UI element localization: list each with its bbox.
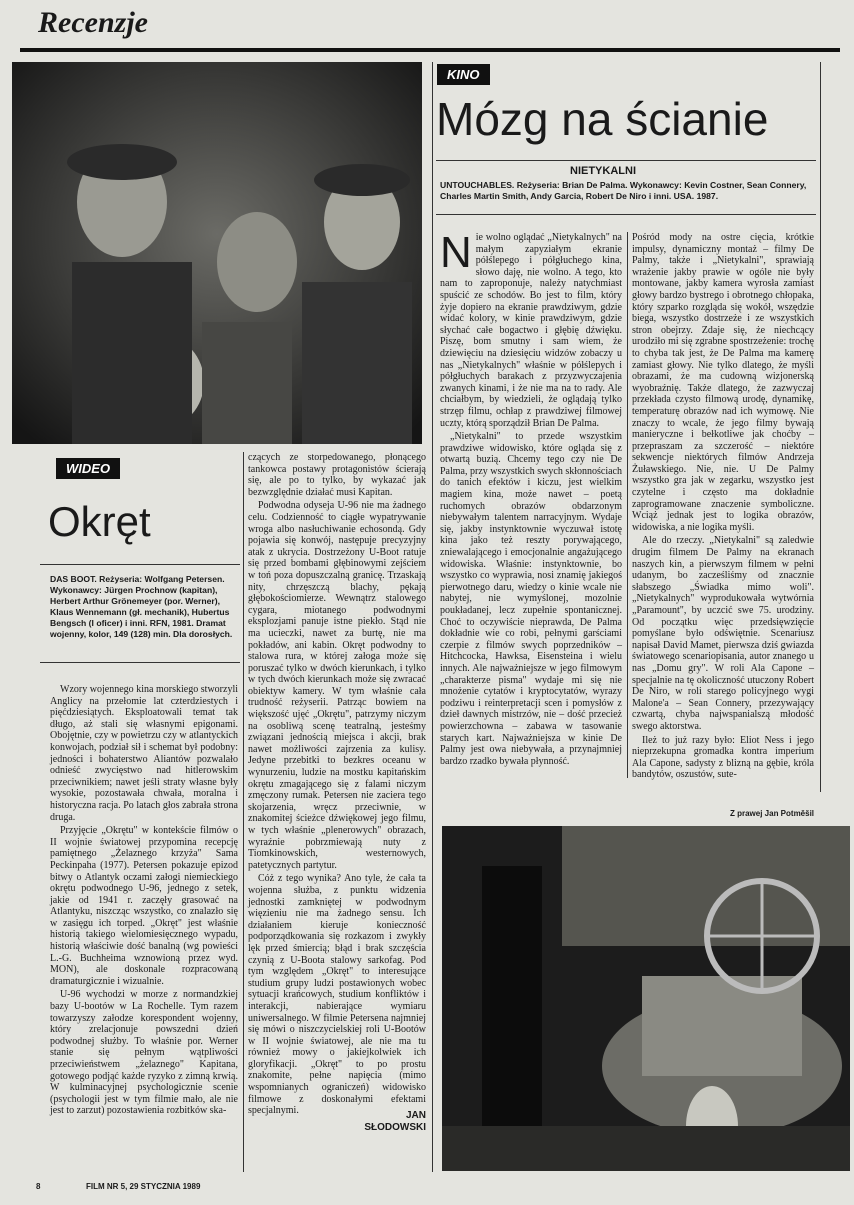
author-first-name: JAN [405,1110,426,1121]
paragraph: Wzory wojennego kina morskiego stworzyli Anglicy na przełomie lat czterdziestych i pięćdziesiątych. Eksploatowali temat tak długo, aż stali się własnymi epigonami. Obojętnie, czy w powietrzu czy w atlantyckich konwojach, podział sił i schemat był podobny: jedności i bohaterstwo Aliantów pozwalało odnieść zwycięstwo nad hitlerowskim przeciwnikiem; nawet jeśli straty własne były wysokie, pozostawała chwała, moralna i historyczna racja. Po latach głos zabrała strona druga. [50,684,238,823]
okret-credits: DAS BOOT. Reżyseria: Wolfgang Petersen. Wykonawcy: Jürgen Prochnow (kapitan), Herbert Arthur Grönemeyer (por. Werner), Klaus Wennemann (gł. mechanik), Hubertus Bengsch (I oficer) i inni. RFN, 1981. Dramat wojenny, kolor, 149 (128) min. Dla dorosłych. [50,574,233,639]
footer-issue: FILM NR 5, 29 STYCZNIA 1989 [86,1182,201,1191]
kino-right-rule [820,62,821,792]
kino-column-1 [440,228,622,769]
paragraph: „Nietykalni" to przede wszystkim prawdziwe widowisko, które ogląda się z otwartą buzią. Chcemy tego czy nie De Palma, przy wszystkich swych skłonnościach do tanich efektów i kiczu, jest wielkim magiem kina, może nawet – poetą ruchomych obrazów obdarzonym niebywałym talentem narracyjnym. Wydaje się, jakby instynktownie wyczuwał istotę kina jako też reszty porywającego, zniewalającego i emocjonalnie angażującego widowiska. Właśnie: instynktownie, bo wszystko co wyprawia, nosi znamię jakiegoś pierwotnego daru, wiedzy o kinie wcale nie nabytej, nie wymyślonej, mozolnie poukładanej, lecz zupełnie spontanicznej. Choć to oczywiście nieprawda, De Palma dokładnie wie co robi, pełnymi garściami czerpie z filmów swych poprzedników – Hitchcocka, Hawksa, Eisensteina i wielu innych. Ale najważniejsze w jego filmowym „charakterze pisma" wydaje mi się nie mnożenie cytatów i kryptocytatów, wyrazy podziwu i reinterpretacji scen i pomysłów z dzieł dawnych mistrzów, nie – dość przecież powierzchowna – zabawa w tasowanie starych kart. Najważniejsza w kinie De Palmy jest owa niebywała, a przynajmniej bardzo rzadko bywała płynność. [440,431,622,767]
paragraph: Przyjęcie „Okrętu" w kontekście filmów o II wojnie światowej przypomina recepcję pamiętnego „Żelaznego krzyża" Sama Peckinpaha (1977). Petersen pokazuje epizod bitwy o Atlantyk oczami załogi niemieckiego okrętu podwodnego U-96, jednego z setek, jakie od 1941 r. zaczęły grasować na Atlantyku, niszcząc wszystko, co znalazło się w zasięgu ich torped. „Okręt" jest właśnie historią takiego wielomiesięcznego wypadu, historią właściwie dość banalną (wg powieści L.-G. Buchheima wznowioną przez wyd. MON), ale doskonale rozpracowaną dramaturgicznie i wizualnie. [50,825,238,987]
paragraph: U-96 wychodzi w morze z normandzkiej bazy U-bootów w La Rochelle. Tym razem towarzyszy załodze korespondent wojenny, który zrelacjonuje powszedni dzień podwodnej służby. To właśnie por. Werner stanie się pełnym wątpliwości przeciwieństwem „żelaznego" Kapitana, gotowego podjąć każde ryzyko z zimną krwią. W kulminacyjnej psychologicznie scenie (psychologii jest w tym filmie mało, ale nie jest to zarzut) pozostawienia rozbitków ska- [50,989,238,1117]
section-title: Recenzje [38,6,148,39]
kino-credits: UNTOUCHABLES. Reżyseria: Brian De Palma. Wykonawcy: Kevin Costner, Sean Connery, Charles Martin Smith, Andy Garcia, Robert De Niro i inni. USA. 1987. [440,180,807,201]
nietykalni-photo [442,826,850,1171]
kino-title-rule [436,160,816,161]
kino-credits-rule [436,214,816,215]
paragraph: Cóż z tego wynika? Ano tyle, że cała ta wojenna służba, z punktu widzenia jednostki zamkniętej w podwodnym więzieniu nie ma żadnego sensu. Ich działaniem kieruje konieczność podporządkowania się rozkazom i zwykły lęk przed śmiercią; błąd i brak szczęścia czynią z U-Boota stalowy sarkofag. Pod tym względem „Okręt" to interesujące studium grupy ludzi postawionych wobec sytuacji krańcowych, studium konfliktów i interakcji, nabierające wymiaru uniwersalnego. W filmie Petersena najmniej się mówi o niszczycielskiej roli U-Bootów w II wojnie światowej, ale nie ma tu również mowy o jakiejkolwiek ich gloryfikacji. „Okręt" to po prostu znakomite, pełne napięcia (mimo wspomnianych ograniczeń) widowisko filmowe z doskonałymi efektami specjalnymi. [248,873,426,1117]
kino-subtitle: NIETYKALNI [570,165,636,177]
paragraph: Ileż to już razy było: Eliot Ness i jego nieprzekupna gromadka kontra imperium Ala Capone, sadysty z blizną na gębie, króla bandytów, oszustów, sute- [632,734,814,781]
paragraph: Pośród mody na ostre cięcia, krótkie impulsy, dynamiczny montaż – filmy De Palmy, także i „Nietykalni", sprawiają wrażenie jakby prawie w ogóle nie były montowane, jakby kamera wyrosła zamiast głowy bardzo bystrego i obrotnego chłopaka, który szparko rozgląda się wokół, wszędzie biega, wszystko dostrzeże i ze wszystkich stron obejrzy. Zdaje się, że niechcący urodziło mi się zgrabne spostrzeżenie: trochę to chyba tak jest, że De Palma ma kamerę zamiast głowy. Nie tylko dlatego, że myśli obrazami, że ma cudowną wizjonerską wyobraźnię. Także dlatego, że zazwyczaj przekłada czysto filmową urodę, dynamikę, temperaturę obrazów nad ich wymowę. Nie znaczy to wcale, że jego filmy bywają manieryczne i bełkotliwe jak choćby – przepraszam za szczerość – niektóre sekwencje niektórych filmów Andrzeja Żuławskiego. Nie, nie. U De Palmy wszystko gra jak w zegarku, wszystko jest czytelne i często ma dokładnie zaprogramowane znaczenie symboliczne. Wciąż jednak jest to logika obrazów, widowiska, a nie logika myśli. [632,232,814,533]
dropcap: N [440,228,472,277]
okret-column-1 [50,684,238,1119]
okret-column-2 [248,452,426,1119]
wideo-rule [40,564,240,565]
kino-left-rule [432,62,433,1172]
wideo-rule-2 [40,662,240,663]
photo-caption: Z prawej Jan Potměšil [730,809,815,818]
column-divider [243,452,244,1172]
okret-photo [12,62,422,444]
okret-title: Okręt [48,498,151,545]
author-byline [340,1110,426,1134]
column-divider [627,232,628,778]
paragraph: ie wolno oglądać „Nietykalnych" na małym zapyziałym ekranie półślepego i półgłuchego kina, słowo daję, nie wolno. A tego, kto nam to zaproponuje, należy natychmiast spuścić ze schodów. Bo jest to film, który żyje dopiero na ekranie prawdziwym, gdzie widać kolory, w kinie prawdziwym, gdzie słychać całe bogactwo i głębię dźwięku. Piszę, bom smutny i sam wiem, że dziewięciu na dziesięciu widzów zobaczy u nas „Nietykalnych" właśnie w półślepych i półgłuchych barakach z przyzwyczajenia zwanych kinami, i że nie ma na to rady. Ale chciałbym, by wiedzieli, że oglądają tylko strzęp filmu, ochłap z prawdziwej filmowej uczty, którą sporządził Brian De Palma. [440,232,622,429]
paragraph: Ale do rzeczy. „Nietykalni" są zaledwie drugim filmem De Palmy na ekranach naszych kin, a pierwszym filmem w pełni udanym, bo zacześliśmy od znacznie słabszego „Świadka mimo woli". „Nietykalnych" wyprodukowała wytwórnia „Paramount", by uczcić swe 75. urodziny. Od początku więc przedsięwzięcie pomyślane było odświętnie. Scenariusz napisał David Mamet, pierwsza dziś gwiazda światowego scenariopisania, autor znanego u nas „Domu gry". W roli Ala Capone – specjalnie na tę okoliczność utuczony Robert De Niro, w roli starego policyjnego wygi Malone'a – Sean Connery, przezywający czwartą, chyba najwspanialszą młodość swego aktorstwa. [632,535,814,732]
kino-column-2 [632,232,814,783]
wideo-label: WIDEO [56,458,120,479]
kino-label: KINO [437,64,490,85]
paragraph: czących ze storpedowanego, płonącego tankowca postawy protagonistów ścierają się, ale po to tylko, by wykazać jak bezwzględnie działać musi Kapitan. [248,452,426,498]
kino-title: Mózg na ścianie [436,93,769,145]
page-number: 8 [36,1182,41,1191]
header-rule [20,48,840,52]
paragraph: Podwodna odyseja U-96 nie ma żadnego celu. Codzienność to ciągłe wypatrywanie wroga albo nasłuchiwanie echosondą. Gdy pojawia się konwój, następuje precyzyjny atak z ukrycia. Dostrzeżony U-Boot ratuje się przed bombami głębinowymi zejściem w toń poza dopuszczalną granicę. Trzaskają nity, chrzęszczą blachy, pękają głębokościomierze. Wewnątrz stalowego cygara, miotanego podwodnymi eksplozjami panuje istne piekło. Stąd nie ma ucieczki, nawet za burtę, nie ma pokładów, ani kabin. Okręt podwodny to stalowa rura, w której załoga może się poruszać tylko w dwóch kierunkach, i tylko w tych dwóch kierunkach może się zwracać obiektyw kamery. W tym właśnie cała trudność reżyserii. Patrząc bowiem na większość ujęć „Okrętu", patrzymy niczym na osobliwą scenę teatralną, jesteśmy związani jednością miejsca i akcji, brak nawet możliwości zajrzenia za kulisy. Jedyne przebitki to bezkres oceanu w wynurzeniu, ludzie na mostku kapitańskim okrętu zmagającego się z falami niczym zmęczony rumak. Petersen nie zaciera tego skojarzenia, wręcz przeciwnie, w znakomitej ścieżce dźwiękowej jego filmu, w tych właśnie „plenerowych" obrazach, wyraźnie pobrzmiewają nuty z Tiomkinowskich, westernowych, patetycznych partytur. [248,500,426,871]
author-last-name: SŁODOWSKI [364,1122,426,1133]
